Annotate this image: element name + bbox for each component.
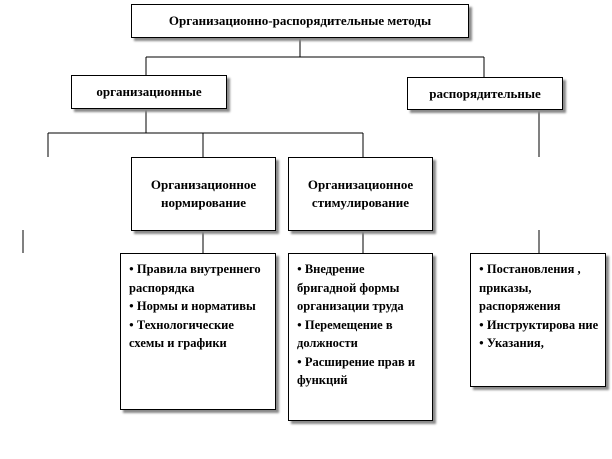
category-administrative-box <box>407 77 563 110</box>
subcategory-normirovanie-line1: Организационное <box>150 177 257 192</box>
category-administrative-label: распорядительные <box>429 85 541 101</box>
list-item-text: Указания, <box>486 336 544 350</box>
list-item-text: Расширение прав и функций <box>297 354 416 387</box>
subcategory-normirovanie-line2: нормирование <box>160 195 247 210</box>
bullet-icon: ● <box>129 319 134 329</box>
bullet-icon: ● <box>297 356 302 366</box>
bullet-icon: ● <box>129 264 134 273</box>
list-item-text: Технологические схемы и графики <box>129 317 234 350</box>
bullet-icon: ● <box>479 319 484 329</box>
subcategory-stimulirovanie-line2: стимулирование <box>311 195 410 210</box>
subcategory-stimulirovanie-line1: Организационное <box>307 177 414 192</box>
list-item-text: Внедрение бригадной формы организации труда <box>297 262 404 313</box>
list-item-text: Нормы и нормативы <box>136 299 256 313</box>
list-item-text: Постановления , приказы, распоряжения <box>479 262 581 313</box>
bullet-icon: ● <box>479 338 484 347</box>
list-item <box>297 353 426 390</box>
list-normirovanie <box>129 260 269 353</box>
list-normirovanie-box <box>120 253 276 410</box>
list-item-text: Правила внутреннего распорядка <box>129 262 261 295</box>
list-rasporyaditelnye <box>479 260 599 353</box>
list-item-text: Инструктирова ние <box>486 317 599 332</box>
root-title: Организационно-распорядительные методы <box>168 13 432 28</box>
list-item-text: Перемещение в должности <box>297 317 393 350</box>
list-item <box>129 316 269 353</box>
category-organizational-label: организационные <box>96 84 202 99</box>
list-stimulirovanie-box <box>288 253 433 421</box>
bullet-icon: ● <box>129 301 134 310</box>
list-item <box>129 297 269 316</box>
root-methods-box <box>131 4 469 38</box>
list-item <box>479 316 599 335</box>
list-item <box>479 334 599 353</box>
list-item <box>129 260 269 297</box>
list-stimulirovanie <box>297 260 426 390</box>
bullet-icon: ● <box>479 264 484 273</box>
subcategory-stimulirovanie-box <box>288 157 433 231</box>
bullet-icon: ● <box>297 319 302 329</box>
list-item <box>297 316 426 353</box>
category-organizational-box <box>71 75 227 109</box>
subcategory-normirovanie-box <box>131 157 276 231</box>
list-rasporyaditelnye-box <box>470 253 606 387</box>
list-item <box>479 260 599 316</box>
list-item <box>297 260 426 316</box>
bullet-icon: ● <box>297 264 302 273</box>
